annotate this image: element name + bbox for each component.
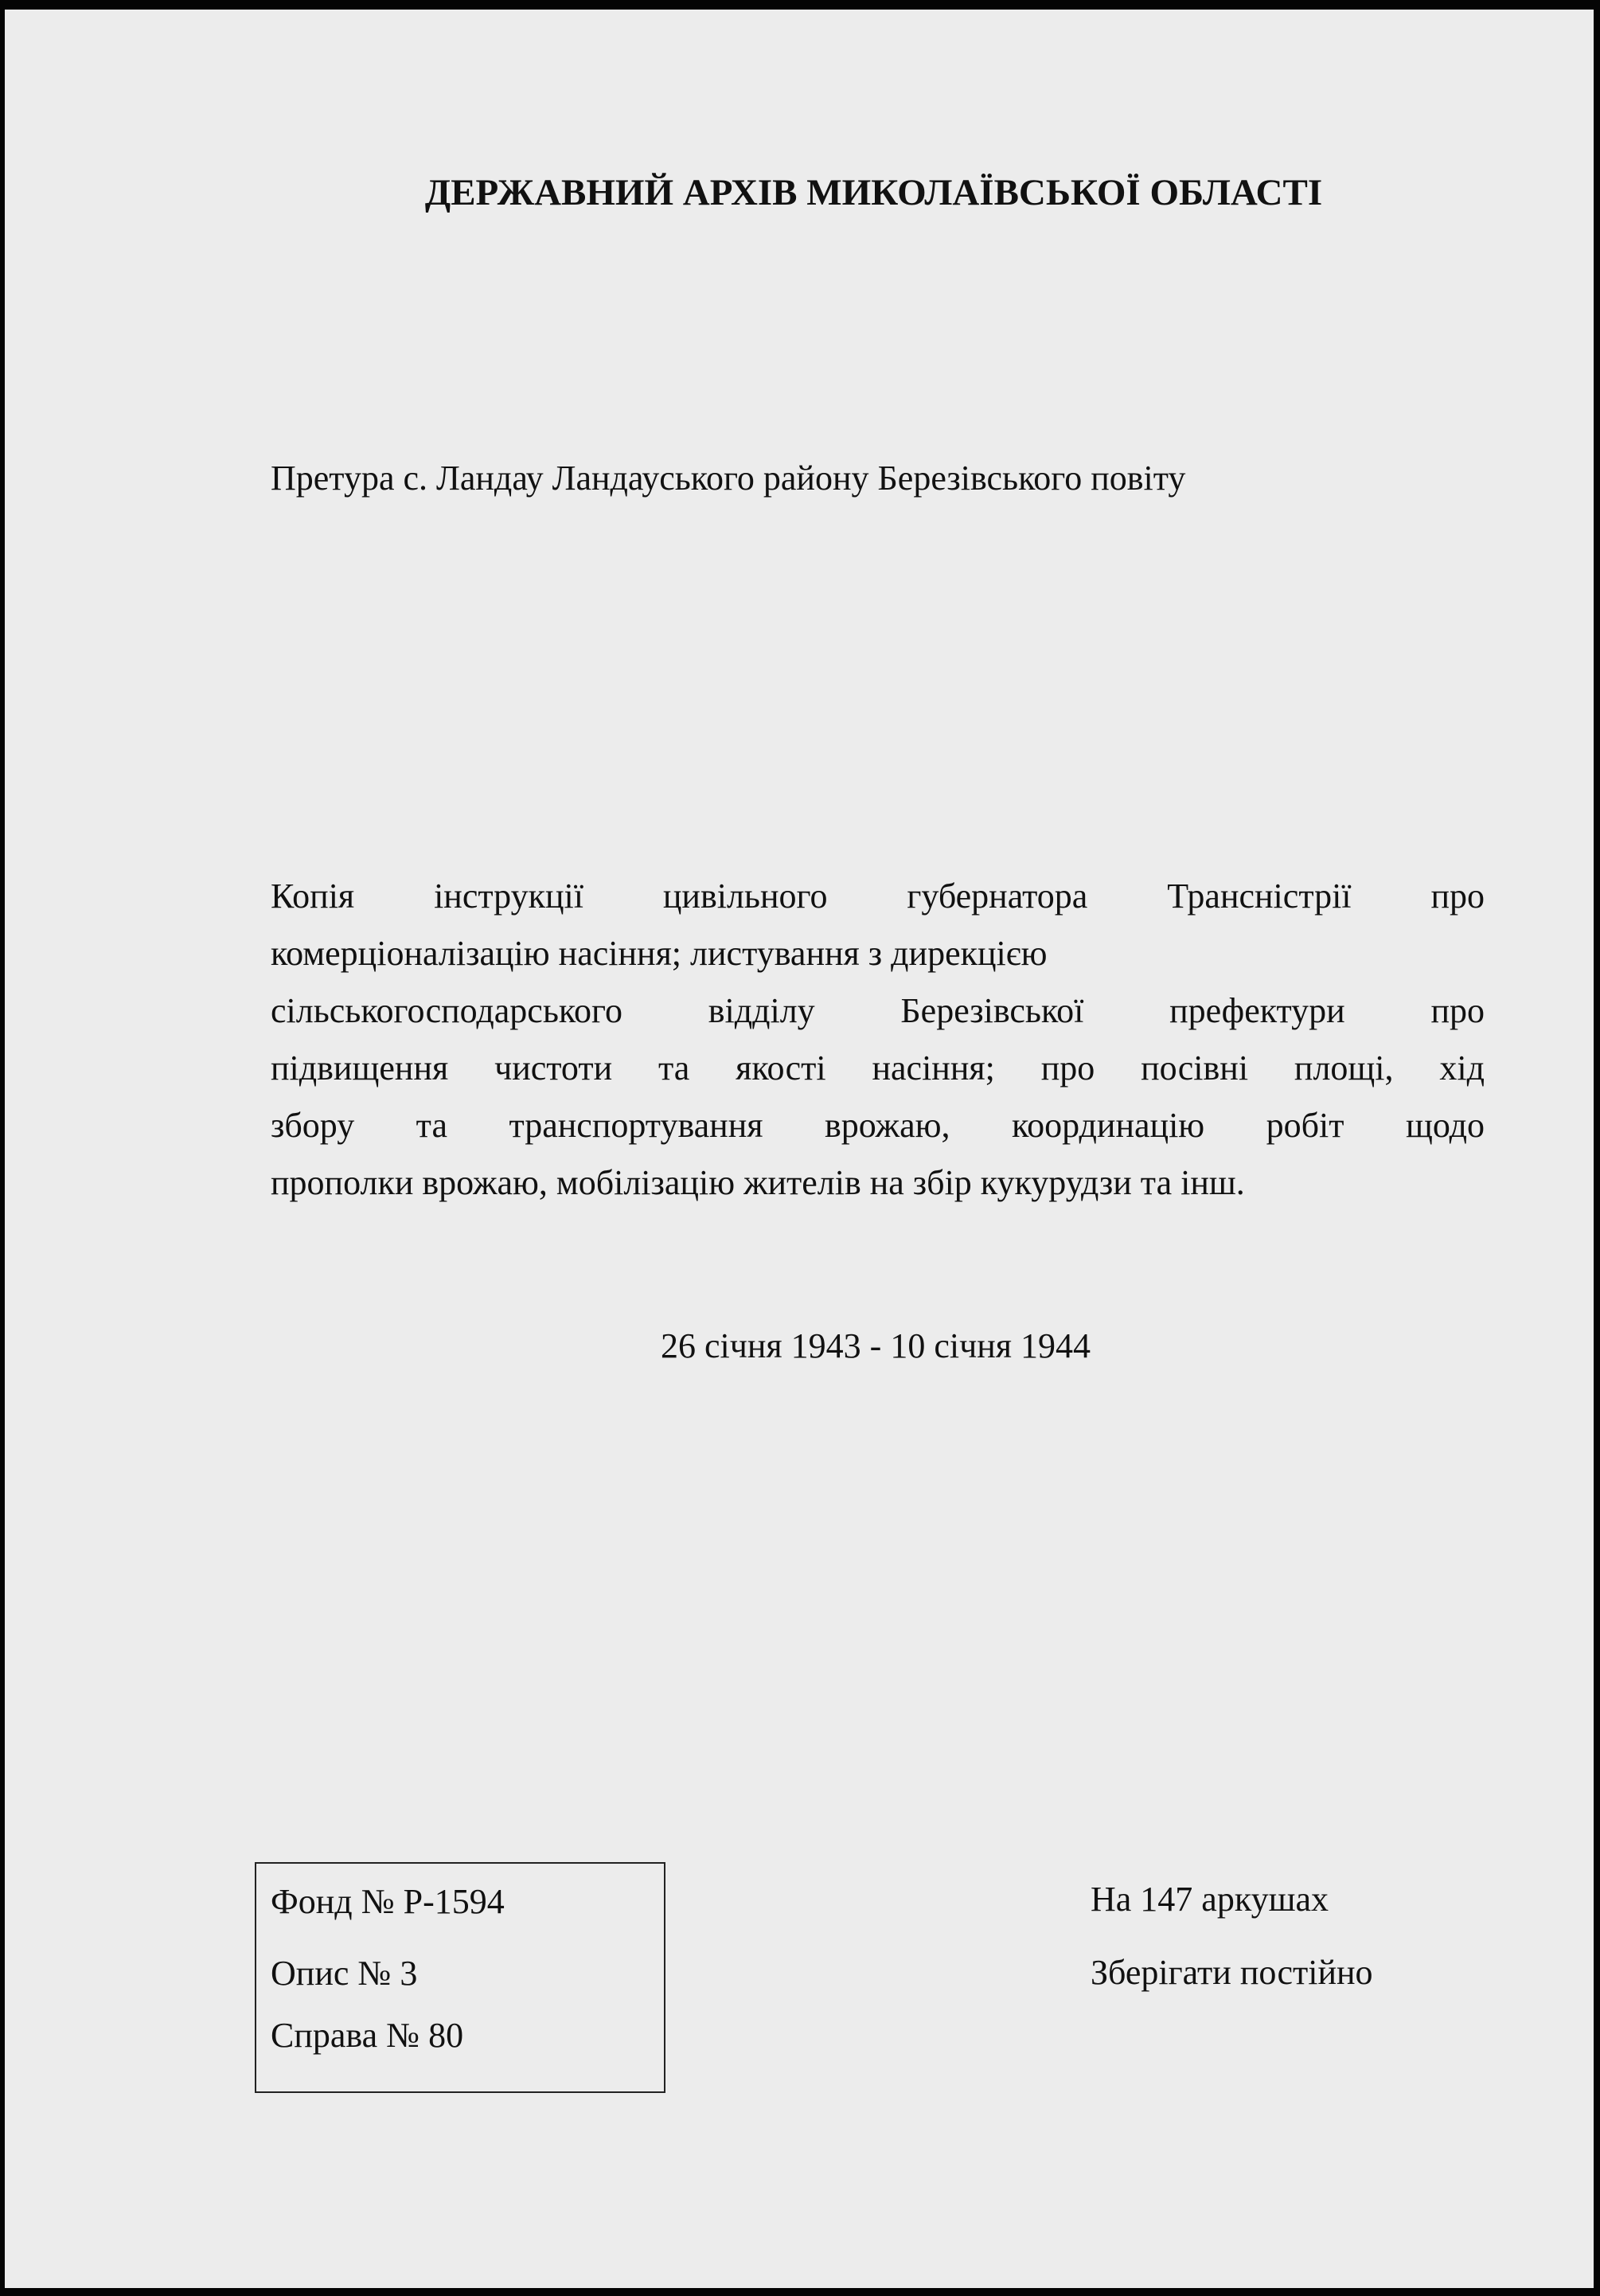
description-line: збору та транспортування врожаю, координацію робіт щодо — [271, 1106, 1485, 1145]
description-line: прополки врожаю, мобілізацію жителів на збір кукурудзи та інш. — [271, 1163, 1245, 1202]
archive-reference-box — [255, 1862, 665, 2093]
archive-title: ДЕРЖАВНИЙ АРХІВ МИКОЛАЇВСЬКОЇ ОБЛАСТІ — [424, 172, 1323, 213]
storage-term: Зберігати постійно — [1091, 1953, 1373, 1992]
case-description — [271, 868, 1485, 1212]
sprava-number: Справа № 80 — [271, 2016, 464, 2055]
opys-number: Опис № 3 — [271, 1954, 418, 1993]
fond-number: Фонд № Р-1594 — [271, 1882, 505, 1921]
description-line: сільськогосподарського відділу Березівської префектури про — [271, 991, 1485, 1030]
sheet-count: На 147 аркушах — [1091, 1880, 1329, 1919]
description-line: підвищення чистоти та якості насіння; про посівні площі, хід — [271, 1048, 1485, 1087]
fonds-creator: Претура с. Ландау Ландауського району Березівського повіту — [271, 459, 1186, 498]
date-range: 26 січня 1943 - 10 січня 1944 — [661, 1326, 1091, 1365]
description-line: комерціоналізацію насіння; листування з дирекцією — [271, 934, 1048, 973]
description-line: Копія інструкції цивільного губернатора Трансністрії про — [271, 877, 1485, 916]
